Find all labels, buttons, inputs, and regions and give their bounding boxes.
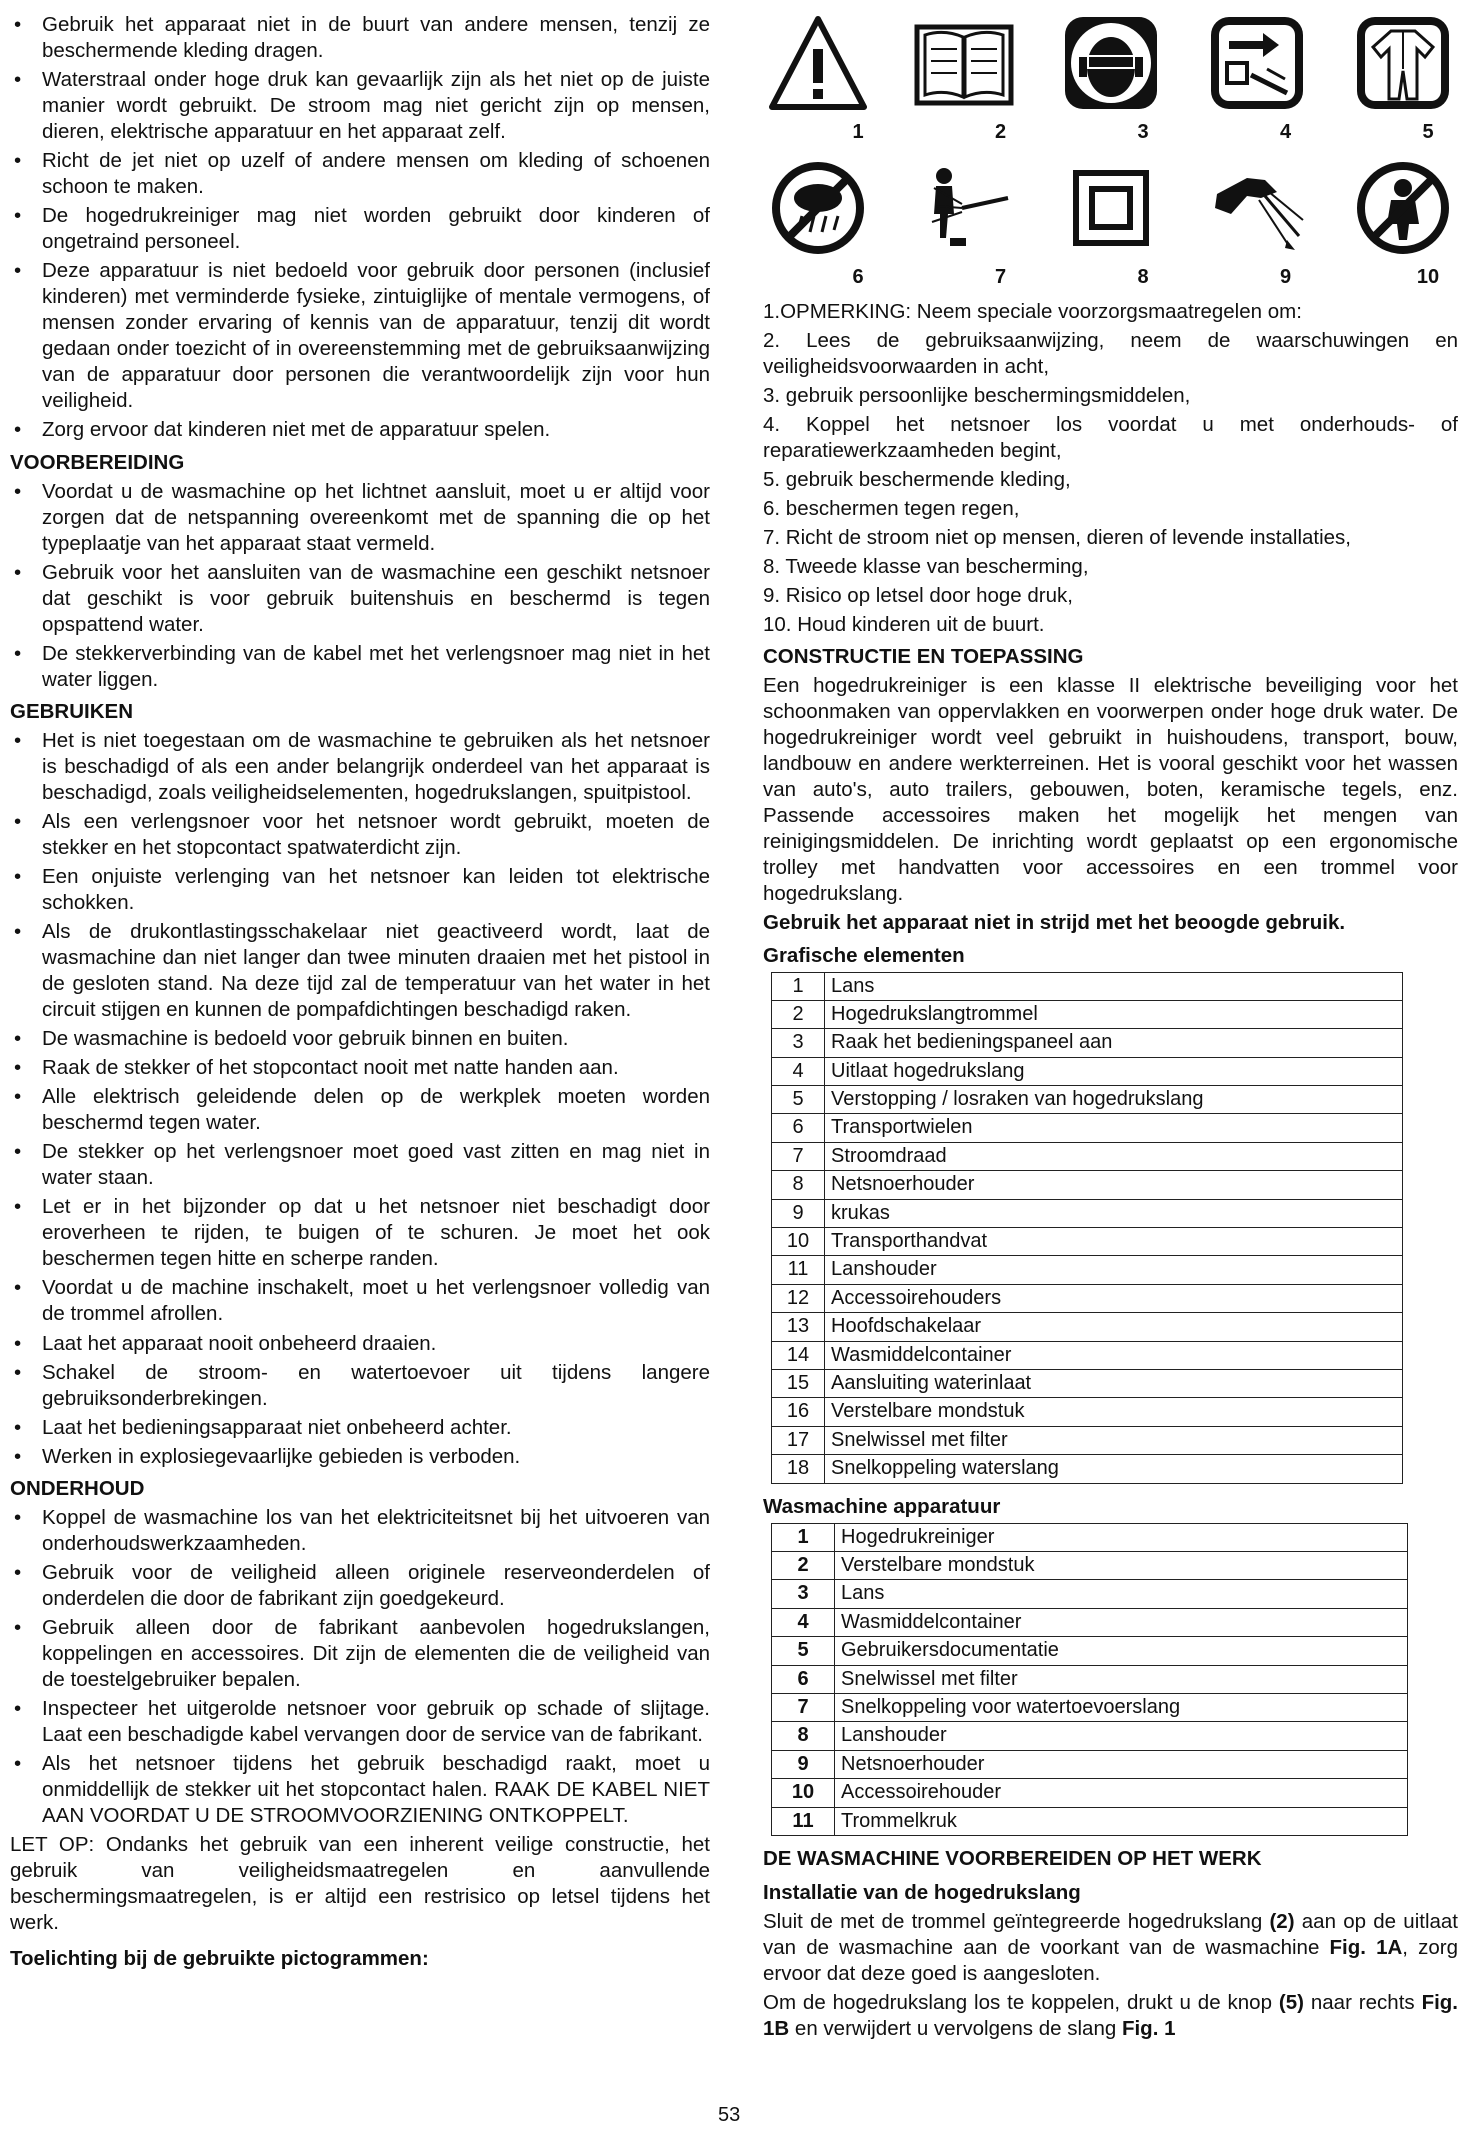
installatie-paragraph-2: [763, 1990, 1458, 2042]
table-row: [772, 1000, 1403, 1028]
list-item: • Waterstraal onder hoge druk kan gevaarlijk zijn als het niet op de juiste manier wordt gebruikt. De stroom mag niet gericht zijn op mensen, dieren, elektrische apparatuur en het apparaat zelf.: [10, 67, 710, 145]
table-cell-label: Netsnoerhouder: [825, 1171, 1403, 1199]
table-cell-number: 10: [772, 1228, 825, 1256]
table-row: [772, 1608, 1408, 1636]
intro-list: [10, 12, 710, 444]
list-item: • Als het netsnoer tijdens het gebruik beschadigd raakt, moet u onmiddellijk de stekker uit het stopcontact halen. RAAK DE KABEL NIET AAN VOORDAT U DE STROOMVOORZIENING ONTKOPPELT.: [10, 1751, 710, 1829]
protective-clothing-icon: [1348, 8, 1458, 118]
pictogram-numbers-top: [763, 120, 1458, 145]
table-cell-number: 13: [772, 1313, 825, 1341]
table-cell-label: Gebruikersdocumentatie: [835, 1637, 1408, 1665]
table-row: [772, 1114, 1403, 1142]
section-heading-onderhoud: ONDERHOUD: [10, 1476, 145, 1500]
text-run: aan op de uitlaat van de wasmachine aan de voorkant van de wasmachine: [763, 1909, 1458, 1959]
no-rain-icon: [763, 153, 873, 263]
table-cell-label: Uitlaat hogedrukslang: [825, 1057, 1403, 1085]
table-row: [772, 1551, 1408, 1579]
pictogram-number: 10: [1416, 266, 1440, 289]
list-item: • Zorg ervoor dat kinderen niet met de apparatuur spelen.: [10, 417, 710, 443]
text-run-bold: (2): [1269, 1909, 1295, 1933]
table-row: [772, 1228, 1403, 1256]
list-item: • Schakel de stroom- en watertoevoer uit tijdens langere gebruiksonderbrekingen.: [10, 1360, 710, 1412]
table-row: [772, 1142, 1403, 1170]
table-cell-number: 14: [772, 1341, 825, 1369]
note-line: 2. Lees de gebruiksaanwijzing, neem de waarschuwingen en veiligheidsvoorwaarden in acht,: [763, 328, 1458, 378]
table-row: [772, 1637, 1408, 1665]
table-row: [772, 1370, 1403, 1398]
table-row: [772, 1341, 1403, 1369]
list-item: • Gebruik voor de veiligheid alleen originele reserveonderdelen of onderdelen die door de fabrikant zijn goedgekeurd.: [10, 1560, 710, 1612]
onderhoud-list: [10, 1505, 710, 1829]
text-run: Sluit de met de trommel geïntegreerde hogedrukslang: [763, 1909, 1270, 1933]
note-line: 6. beschermen tegen regen,: [763, 497, 1020, 520]
table-cell-number: 6: [772, 1665, 835, 1693]
table-row: [772, 1313, 1403, 1341]
table-row: [772, 1086, 1403, 1114]
pictogram-number: 3: [1137, 121, 1149, 143]
table-row: [772, 1523, 1408, 1551]
table-row: [772, 1057, 1403, 1085]
table-row: [772, 1693, 1408, 1721]
table-cell-label: Wasmiddelcontainer: [825, 1341, 1403, 1369]
list-item: • Als een verlengsnoer voor het netsnoer wordt gebruikt, moeten de stekker en het stopcontact spatwaterdicht zijn.: [10, 809, 710, 861]
table-row: [772, 1398, 1403, 1426]
list-item: • Werken in explosiegevaarlijke gebieden is verboden.: [10, 1444, 710, 1470]
text-run: en verwijdert u vervolgens de slang: [789, 2017, 1122, 2041]
table-row: [772, 972, 1403, 1000]
gebruiken-list: [10, 728, 710, 1470]
pictogram-number: 7: [994, 266, 1007, 289]
table-cell-number: 11: [772, 1807, 835, 1835]
apparatuur-table: [771, 1523, 1408, 1836]
pictogram-row-bottom: [763, 153, 1458, 263]
table-cell-number: 6: [772, 1114, 825, 1142]
table-cell-label: Snelkoppeling waterslang: [825, 1455, 1403, 1483]
table-cell-label: Snelwissel met filter: [835, 1665, 1408, 1693]
table-cell-label: Transportwielen: [825, 1114, 1403, 1142]
list-item: • Als de drukontlastingsschakelaar niet geactiveerd wordt, laat de wasmachine dan niet langer dan twee minuten draaien met het pistool in de gesloten stand. Na deze tijd zal de temperatuur van het water in het circuit stijgen en kunnen de pompafdichtingen beschadigd raken.: [10, 919, 710, 1023]
pictogram-heading: Toelichting bij de gebruikte pictogrammen:: [10, 1947, 429, 1971]
pictogram-number: 8: [1137, 266, 1149, 289]
table-cell-number: 7: [772, 1142, 825, 1170]
unplug-before-maintenance-icon: [1202, 8, 1312, 118]
table-cell-label: Accessoirehouder: [835, 1779, 1408, 1807]
table-cell-label: Lanshouder: [835, 1722, 1408, 1750]
table-cell-number: 9: [772, 1750, 835, 1778]
table-row: [772, 1807, 1408, 1835]
table-cell-number: 10: [772, 1779, 835, 1807]
warning-triangle-icon: [763, 8, 873, 118]
table-cell-label: Stroomdraad: [825, 1142, 1403, 1170]
table-cell-label: Raak het bedieningspaneel aan: [825, 1029, 1403, 1057]
section-heading-voorbereiding: VOORBEREIDING: [10, 450, 185, 474]
pictogram-row-top: [763, 8, 1458, 118]
pictogram-number: 1: [852, 121, 864, 143]
table-cell-number: 8: [772, 1722, 835, 1750]
page-number: 53: [718, 2104, 741, 2126]
no-spray-at-people-icon: [909, 153, 1019, 263]
table-cell-label: Hoofdschakelaar: [825, 1313, 1403, 1341]
pictogram-number: 6: [852, 266, 864, 289]
table-cell-number: 3: [772, 1580, 835, 1608]
table-cell-label: krukas: [825, 1199, 1403, 1227]
list-item: • Alle elektrisch geleidende delen op de werkplek moeten worden beschermd tegen water.: [10, 1084, 710, 1136]
table-cell-number: 7: [772, 1693, 835, 1721]
list-item: • Laat het apparaat nooit onbeheerd draaien.: [10, 1331, 710, 1357]
note-line: 3. gebruik persoonlijke beschermingsmiddelen,: [763, 383, 1191, 407]
table-row: [772, 1750, 1408, 1778]
list-item: • Inspecteer het uitgerolde netsnoer voor gebruik op schade of slijtage. Laat een beschadigde kabel vervangen door de service van de fabrikant.: [10, 1696, 710, 1748]
table-cell-number: 9: [772, 1199, 825, 1227]
text-run-bold: (5): [1278, 1991, 1304, 2015]
table-cell-number: 5: [772, 1086, 825, 1114]
text-run: , zorg ervoor dat deze goed is aangesloten.: [763, 1935, 1459, 1986]
manual-book-icon: [909, 8, 1019, 118]
table-row: [772, 1665, 1408, 1693]
table-cell-number: 18: [772, 1455, 825, 1483]
table-row: [772, 1256, 1403, 1284]
text-run: Om de hogedrukslang los te koppelen, drukt u de knop: [763, 1991, 1279, 2015]
note-line: 10. Houd kinderen uit de buurt.: [763, 613, 1045, 637]
table-cell-number: 8: [772, 1171, 825, 1199]
table-cell-number: 4: [772, 1057, 825, 1085]
list-item: • Gebruik alleen door de fabrikant aanbevolen hogedrukslangen, koppelingen en accessoires. Dit zijn de elementen die de veiligheid van de toestelgebruiker bepalen.: [10, 1615, 710, 1693]
list-item: • Gebruik voor het aansluiten van de wasmachine een geschikt netsnoer dat geschikt is voor gebruik buitenshuis en beschermd is tegen opspattend water.: [10, 560, 710, 638]
list-item: • Het is niet toegestaan om de wasmachine te gebruiken als het netsnoer is beschadigd of als een ander belangrijk onderdeel van het apparaat is beschadigd, zoals veiligheidselementen, hogedrukslangen, spuitpistool.: [10, 728, 710, 806]
table-cell-label: Verstelbare mondstuk: [835, 1551, 1408, 1579]
voorbereiding-list: [10, 479, 710, 693]
list-item: • De hogedrukreiniger mag niet worden gebruikt door kinderen of ongetraind personeel.: [10, 203, 710, 255]
grafische-table: [771, 972, 1403, 1484]
note-line: 5. gebruik beschermende kleding,: [763, 467, 1071, 491]
table-cell-number: 4: [772, 1608, 835, 1636]
list-item: • De stekkerverbinding van de kabel met het verlengsnoer mag niet in het water liggen.: [10, 641, 710, 693]
pictogram-numbers-bottom: [763, 265, 1458, 290]
table-cell-label: Aansluiting waterinlaat: [825, 1370, 1403, 1398]
table-row: [772, 1199, 1403, 1227]
list-item: • De wasmachine is bedoeld voor gebruik binnen en buiten.: [10, 1026, 710, 1052]
grafische-heading: Grafische elementen: [763, 943, 965, 967]
note-line: 4. Koppel het netsnoer los voordat u met onderhouds- of reparatiewerkzaamheden begint,: [763, 412, 1458, 462]
list-item: • Richt de jet niet op uzelf of andere mensen om kleding of schoenen schoon te maken.: [10, 148, 710, 200]
apparatuur-heading: Wasmachine apparatuur: [763, 1494, 1001, 1518]
table-cell-number: 16: [772, 1398, 825, 1426]
table-cell-number: 12: [772, 1284, 825, 1312]
note-line: 9. Risico op letsel door hoge druk,: [763, 584, 1073, 608]
text-run-bold: Fig. 1: [1121, 2017, 1176, 2041]
warning-paragraph: LET OP: Ondanks het gebruik van een inherent veilige constructie, het gebruik van veiligheidsmaatregelen en aanvullende beschermingsmaatregelen, is er altijd een restrisico op letsel tijdens het werk.: [10, 1833, 710, 1935]
table-cell-number: 5: [772, 1637, 835, 1665]
table-cell-number: 3: [772, 1029, 825, 1057]
table-row: [772, 1722, 1408, 1750]
table-row: [772, 1029, 1403, 1057]
text-run: naar rechts: [1303, 1991, 1422, 2015]
high-pressure-injury-icon: [1202, 153, 1312, 263]
pictogram-number: 9: [1279, 266, 1292, 289]
list-item: • Laat het bedieningsapparaat niet onbeheerd achter.: [10, 1415, 710, 1441]
section-heading-voorbereiden: DE WASMACHINE VOORBEREIDEN OP HET WERK: [763, 1846, 1262, 1870]
list-item: • Een onjuiste verlenging van het netsnoer kan leiden tot elektrische schokken.: [10, 864, 710, 916]
constructie-paragraph: Een hogedrukreiniger is een klasse II elektrische beveiliging voor het schoonmaken van oppervlakken en voorwerpen onder hoge druk water. De hogedrukreiniger wordt veel gebruikt in huishoudens, transport, bouw, landbouw en andere werkterreinen. Het is vooral geschikt voor het wassen van auto's, auto trailers, gebouwen, boten, keramische tegels, enz. Passende accessoires maken het mogelijk het mengen van reinigingsmiddelen. De inrichting wordt geplaatst op een ergonomische trolley met handvatten voor accessoires en een trommel voor hogedrukslang.: [763, 674, 1458, 906]
installatie-heading: Installatie van de hogedrukslang: [763, 1880, 1081, 1904]
pictogram-number: 4: [1279, 121, 1292, 143]
pictogram-notes: [763, 299, 1458, 638]
list-item: • Koppel de wasmachine los van het elektriciteitsnet bij het uitvoeren van onderhoudswerkzaamheden.: [10, 1505, 710, 1557]
installatie-paragraph-1: [763, 1909, 1458, 1987]
table-cell-label: Lans: [825, 972, 1403, 1000]
table-cell-label: Hogedrukreiniger: [835, 1523, 1408, 1551]
list-item: • Let er in het bijzonder op dat u het netsnoer niet beschadigt door eroverheen te rijden, te buigen of te schuren. Je moet het ook beschermen tegen hitte en scherpe randen.: [10, 1194, 710, 1272]
table-cell-label: Netsnoerhouder: [835, 1750, 1408, 1778]
protective-equipment-icon: [1056, 8, 1166, 118]
table-row: [772, 1455, 1403, 1483]
table-cell-label: Accessoirehouders: [825, 1284, 1403, 1312]
table-cell-number: 2: [772, 1000, 825, 1028]
table-cell-label: Verstelbare mondstuk: [825, 1398, 1403, 1426]
table-row: [772, 1284, 1403, 1312]
table-cell-label: Trommelkruk: [835, 1807, 1408, 1835]
section-heading-constructie: CONSTRUCTIE EN TOEPASSING: [763, 645, 1084, 669]
text-run-bold: Fig. 1B: [763, 1991, 1458, 2041]
table-row: [772, 1580, 1408, 1608]
table-cell-label: Snelwissel met filter: [825, 1426, 1403, 1454]
list-item: • Voordat u de wasmachine op het lichtnet aansluit, moet u er altijd voor zorgen dat de netspanning overeenkomt met de spanning die op het typeplaatje van het apparaat staat vermeld.: [10, 479, 710, 557]
table-row: [772, 1171, 1403, 1199]
pictogram-number: 5: [1422, 121, 1434, 143]
note-line: 8. Tweede klasse van bescherming,: [763, 555, 1089, 579]
list-item: • Raak de stekker of het stopcontact nooit met natte handen aan.: [10, 1055, 710, 1081]
table-cell-label: Lanshouder: [825, 1256, 1403, 1284]
note-line: 1.OPMERKING: Neem speciale voorzorgsmaatregelen om:: [763, 299, 1302, 323]
list-item: • Deze apparatuur is niet bedoeld voor gebruik door personen (inclusief kinderen) met verminderde fysieke, zintuiglijke of mentale vermogens, of mensen zonder ervaring of kennis van de apparatuur, tenzij dit wordt gedaan onder toezicht of in overeenstemming met de gebruiksaanwijzing van de apparatuur door personen die verantwoordelijk zijn voor hun veiligheid.: [10, 258, 710, 414]
list-item: • De stekker op het verlengsnoer moet goed vast zitten en mag niet in water staan.: [10, 1139, 710, 1191]
section-heading-gebruiken: GEBRUIKEN: [10, 699, 134, 723]
table-cell-label: Snelkoppeling voor watertoevoerslang: [835, 1693, 1408, 1721]
class-two-protection-icon: [1056, 153, 1166, 263]
list-item: • Voordat u de machine inschakelt, moet u het verlengsnoer volledig van de trommel afrollen.: [10, 1275, 710, 1327]
table-cell-number: 11: [772, 1256, 825, 1284]
text-run-bold: Fig. 1A: [1329, 1935, 1403, 1959]
table-row: [772, 1779, 1408, 1807]
right-column: [763, 8, 1458, 2045]
table-cell-number: 1: [772, 1523, 835, 1551]
left-column: [10, 12, 710, 1975]
note-line: 7. Richt de stroom niet op mensen, dieren of levende installaties,: [763, 526, 1351, 550]
table-cell-label: Verstopping / losraken van hogedrukslang: [825, 1086, 1403, 1114]
table-cell-number: 17: [772, 1426, 825, 1454]
table-row: [772, 1426, 1403, 1454]
list-item: • Gebruik het apparaat niet in de buurt van andere mensen, tenzij ze beschermende kleding dragen.: [10, 12, 710, 64]
constructie-warning: Gebruik het apparaat niet in strijd met het beoogde gebruik.: [763, 911, 1346, 935]
pictogram-number: 2: [994, 121, 1007, 143]
table-cell-label: Transporthandvat: [825, 1228, 1403, 1256]
table-cell-label: Lans: [835, 1580, 1408, 1608]
keep-children-away-icon: [1348, 153, 1458, 263]
table-cell-label: Wasmiddelcontainer: [835, 1608, 1408, 1636]
table-cell-number: 2: [772, 1551, 835, 1579]
table-cell-number: 15: [772, 1370, 825, 1398]
table-cell-number: 1: [772, 972, 825, 1000]
table-cell-label: Hogedrukslangtrommel: [825, 1000, 1403, 1028]
